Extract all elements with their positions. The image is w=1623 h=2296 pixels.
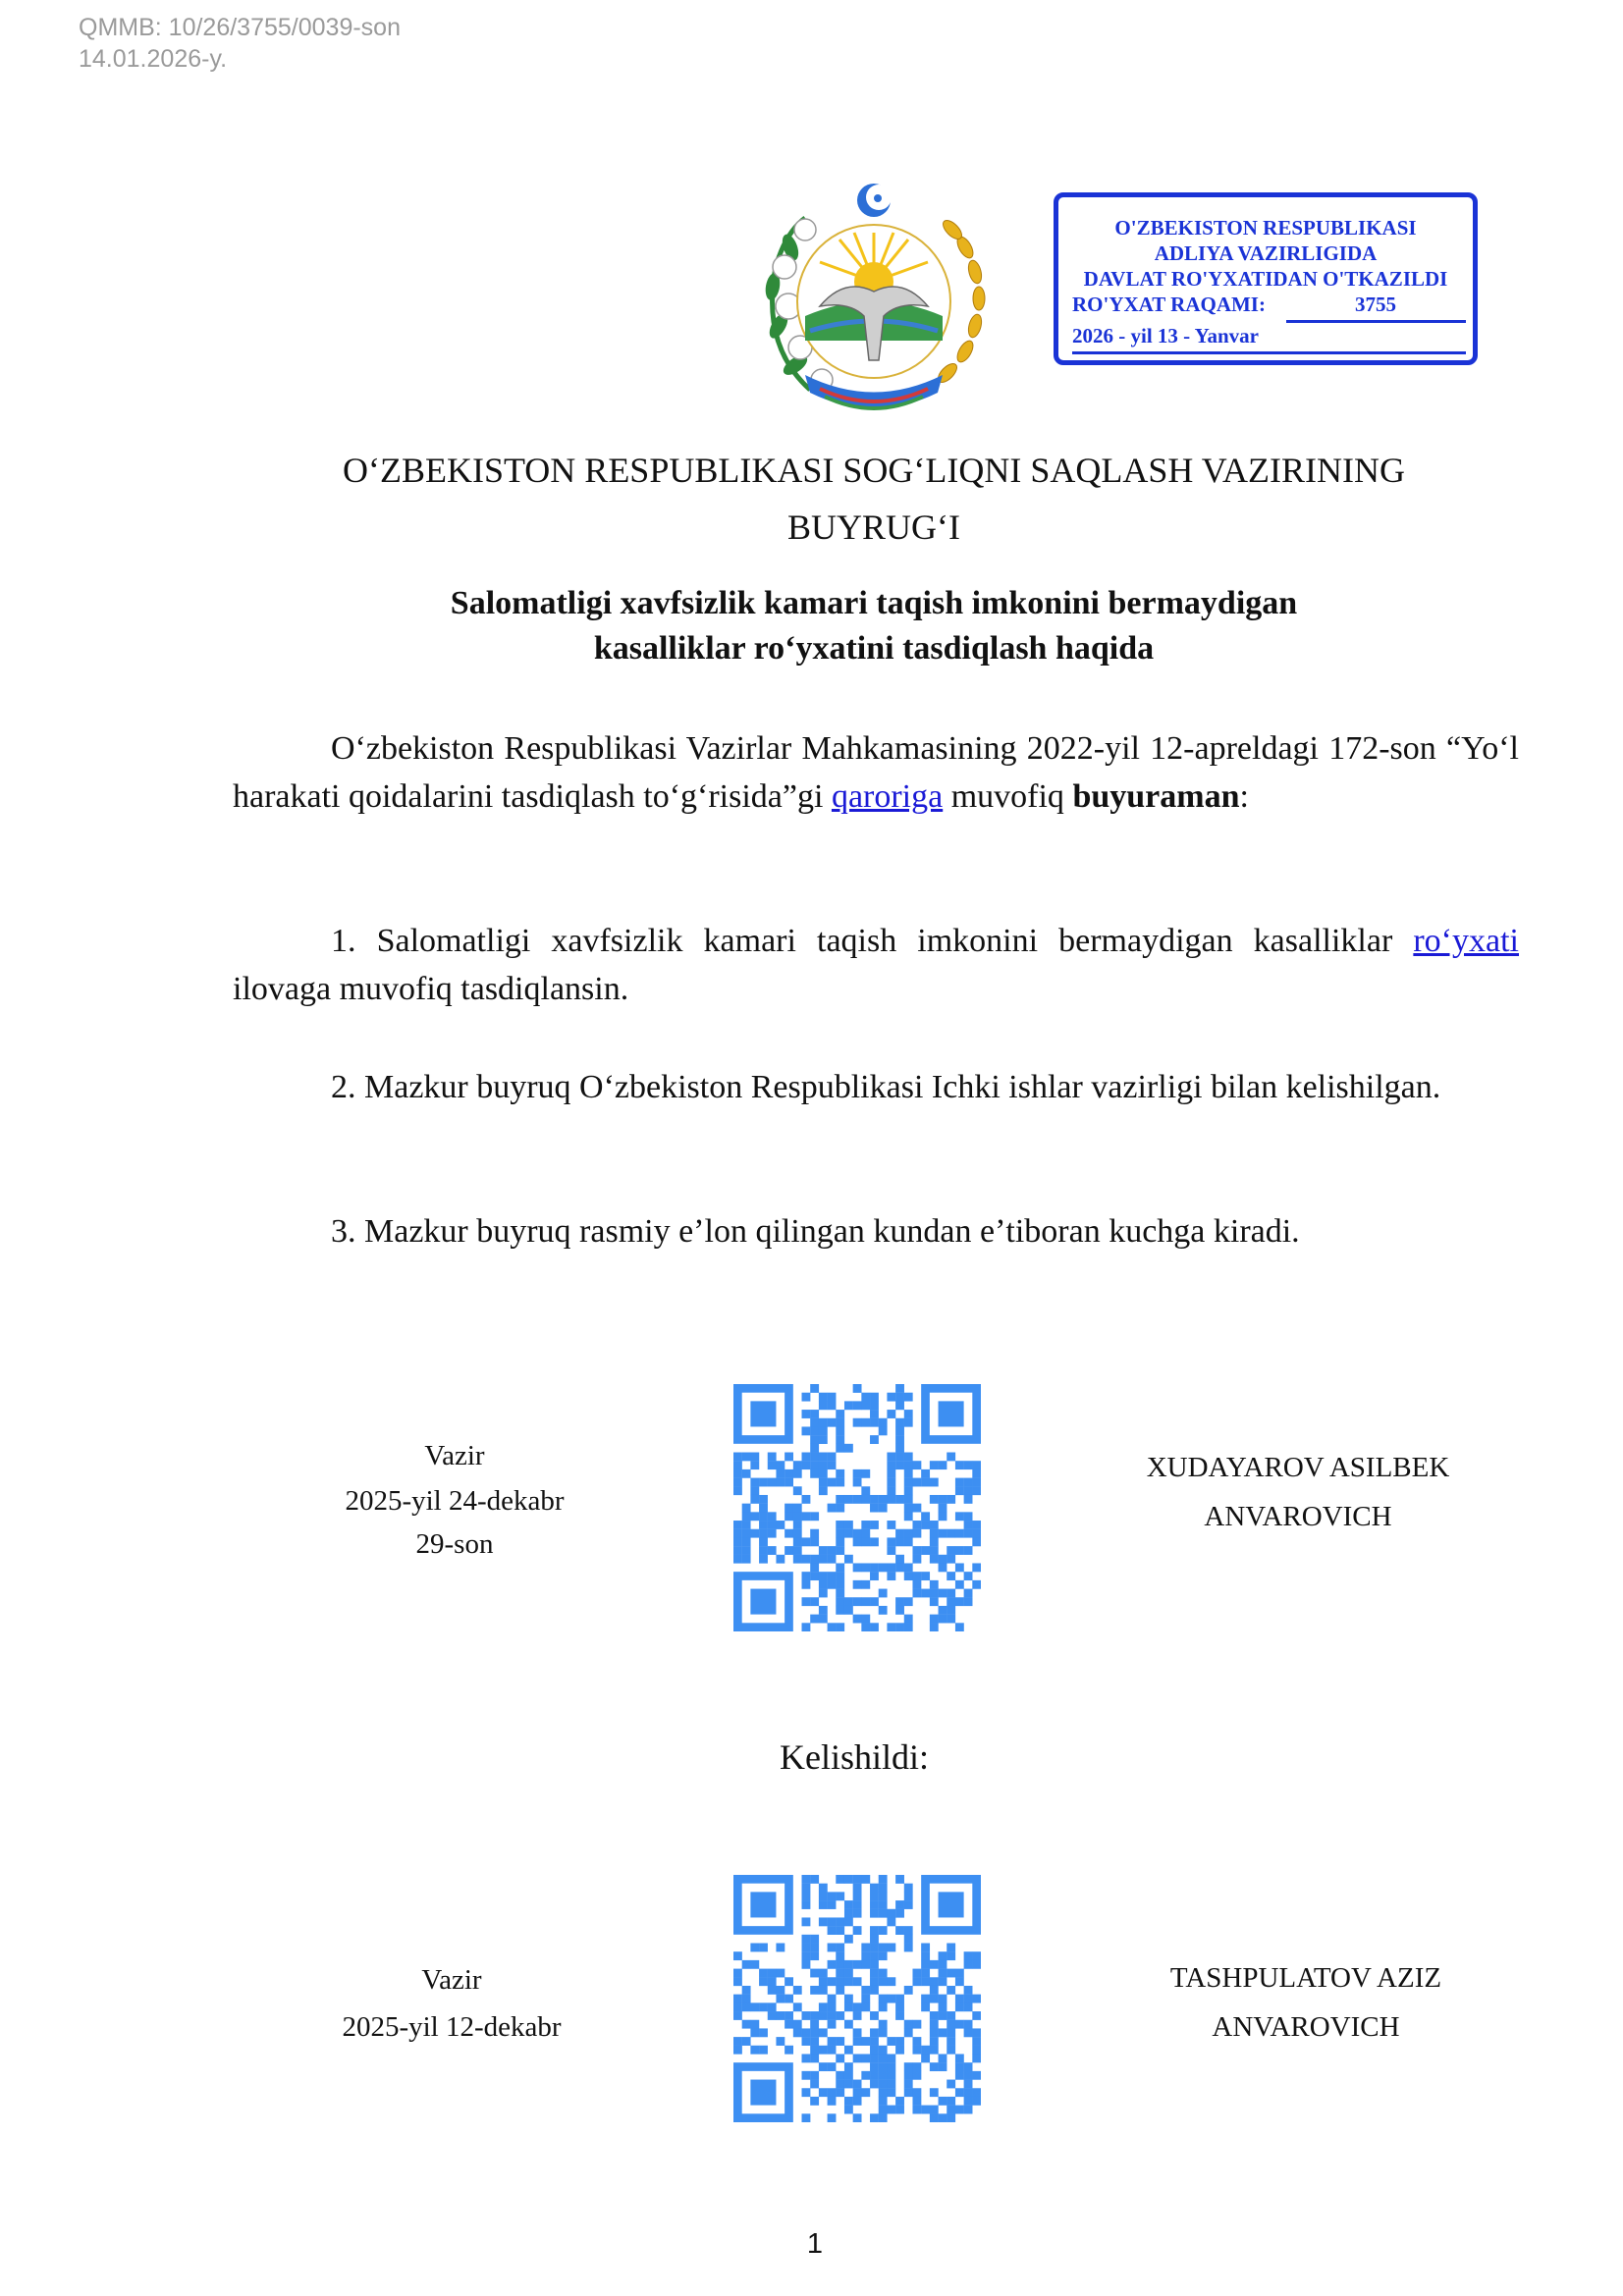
signature-1-date: 2025-yil 24-dekabr bbox=[345, 1485, 565, 1517]
paragraph-2: 2. Mazkur buyruq Oʻzbekiston Respublikasi Ichki ishlar vazirligi bilan kelishilgan. bbox=[331, 1069, 1441, 1105]
signature-2-details bbox=[275, 1956, 628, 2051]
list-link[interactable]: roʻyxati bbox=[1413, 923, 1519, 959]
qr-code-2-icon bbox=[733, 1875, 981, 2122]
stamp-line-3: DAVLAT RO'YXATIDAN O'TKAZILDI bbox=[1083, 267, 1448, 291]
order-keyword: buyuraman bbox=[1072, 778, 1240, 815]
intro-paragraph bbox=[233, 724, 1519, 821]
signature-1-name bbox=[1092, 1443, 1504, 1541]
paragraph-1-text-after-link: ilovaga muvofiq tasdiqlansin. bbox=[233, 971, 629, 1007]
registration-stamp bbox=[1054, 192, 1478, 365]
signature-1-surname: XUDAYAROV ASILBEK bbox=[1146, 1452, 1450, 1483]
state-emblem-icon bbox=[751, 179, 997, 424]
resolution-link[interactable]: qaroriga bbox=[831, 778, 944, 815]
signature-2-name bbox=[1100, 1953, 1512, 2052]
subtitle-line-2: kasalliklar roʻyxatini tasdiqlash haqida bbox=[593, 630, 1155, 667]
signature-2-patronymic: ANVAROVICH bbox=[1212, 2011, 1400, 2043]
stamp-date: 2026 - yil 13 - Yanvar bbox=[1072, 324, 1259, 347]
registration-date: 14.01.2026-y. bbox=[79, 45, 228, 73]
page-number: 1 bbox=[806, 2228, 824, 2260]
signature-1-position: Vazir bbox=[424, 1440, 485, 1471]
stamp-line-2: ADLIYA VAZIRLIGIDA bbox=[1154, 241, 1378, 265]
stamp-registry-label: RO'YXAT RAQAMI: bbox=[1072, 293, 1266, 316]
signature-2-position: Vazir bbox=[421, 1964, 482, 1996]
stamp-date-underline bbox=[1072, 351, 1466, 354]
intro-text-after-link: muvofiq bbox=[943, 778, 1073, 815]
signature-2-surname: TASHPULATOV AZIZ bbox=[1169, 1962, 1442, 1994]
title-line-1: OʻZBEKISTON RESPUBLIKASI SOGʻLIQNI SAQLASH VAZIRINING bbox=[342, 451, 1406, 490]
paragraph-1-text: 1. Salomatligi xavfsizlik kamari taqish imkonini bermaydigan kasalliklar bbox=[331, 923, 1414, 959]
agreed-label: Kelishildi: bbox=[780, 1737, 929, 1777]
signature-1-details bbox=[278, 1433, 631, 1567]
subtitle-line-1: Salomatligi xavfsizlik kamari taqish imkonini bermaydigan bbox=[450, 585, 1298, 621]
signature-1-patronymic: ANVAROVICH bbox=[1204, 1501, 1392, 1532]
stamp-line-1: O'ZBEKISTON RESPUBLIKASI bbox=[1114, 216, 1417, 240]
registration-number: QMMB: 10/26/3755/0039-son bbox=[79, 14, 401, 41]
document-title bbox=[196, 442, 1551, 556]
document-subtitle bbox=[196, 581, 1551, 671]
intro-text: Oʻzbekiston Respublikasi Vazirlar Mahkamasining 2022-yil 12-apreldagi 172-son “Yoʻl harakati qoidalarini tasdiqlash toʻgʻrisida”gi bbox=[233, 730, 1519, 815]
paragraph-1 bbox=[233, 917, 1519, 1013]
paragraph-3: 3. Mazkur buyruq rasmiy eʼlon qilingan kundan eʼtiboran kuchga kiradi. bbox=[331, 1213, 1300, 1250]
intro-colon: : bbox=[1239, 778, 1249, 815]
registration-header bbox=[79, 12, 401, 75]
qr-code-1-icon bbox=[733, 1384, 981, 1631]
stamp-line-4 bbox=[1072, 292, 1473, 317]
stamp-registry-number: 3755 bbox=[1355, 293, 1396, 316]
signature-2-date: 2025-yil 12-dekabr bbox=[342, 2011, 562, 2043]
signature-1-number: 29-son bbox=[415, 1528, 494, 1560]
title-line-2: BUYRUGʻI bbox=[787, 507, 960, 547]
